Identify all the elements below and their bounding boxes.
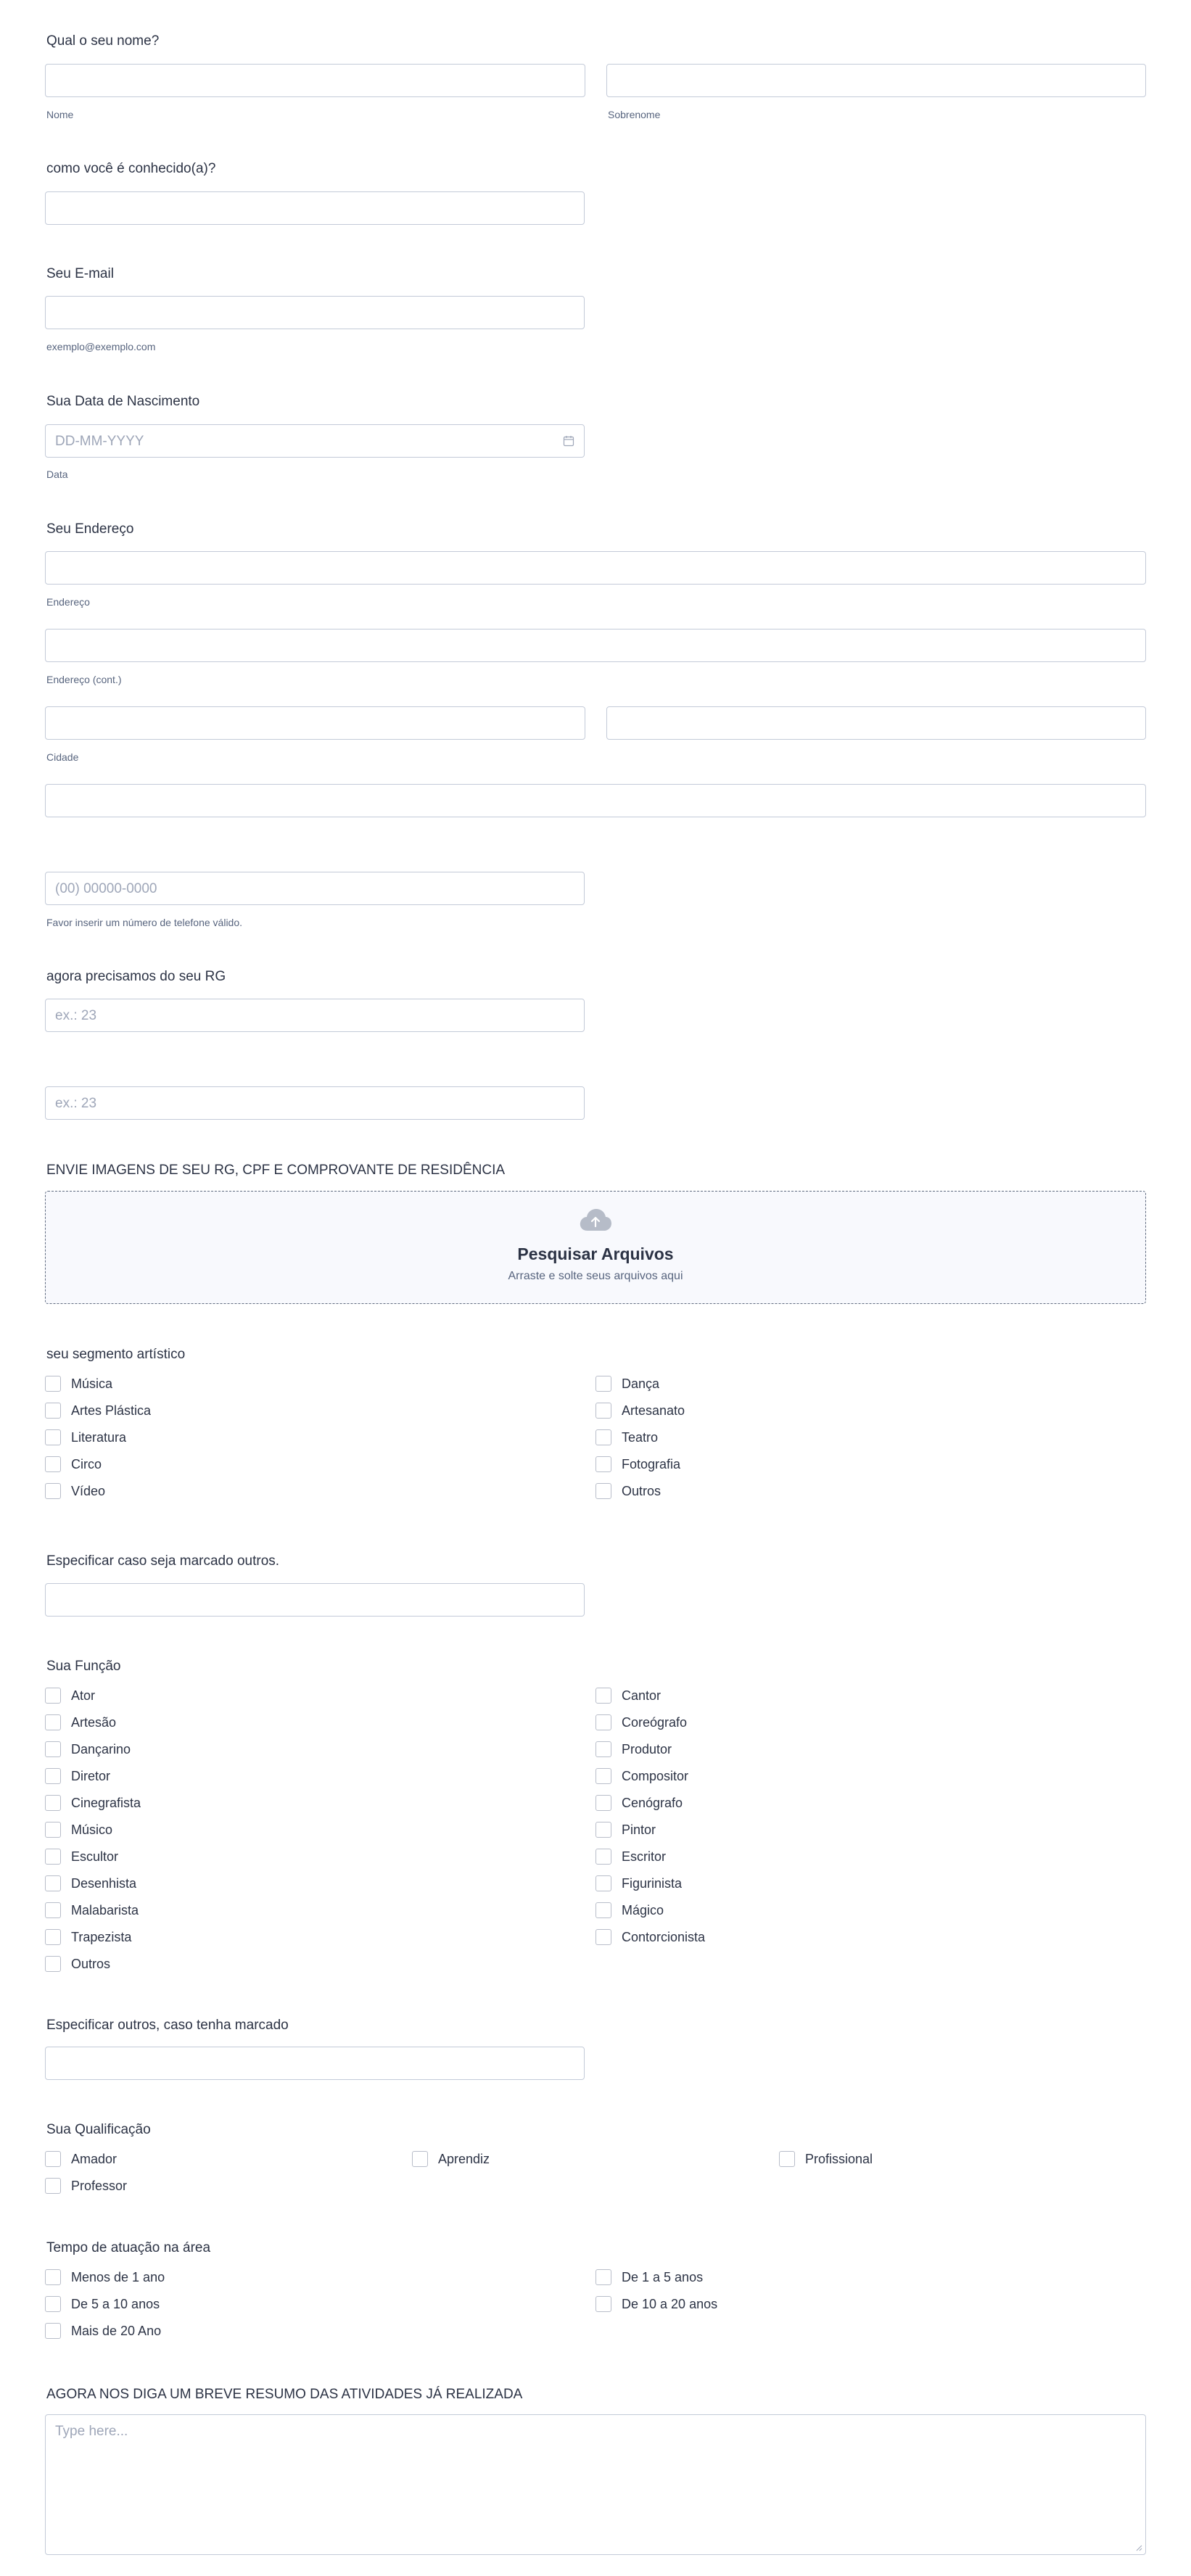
qualification-question: Sua Qualificação: [46, 2122, 151, 2137]
address-question: Seu Endereço: [46, 521, 134, 537]
summary-placeholder: Type here...: [55, 2424, 128, 2439]
resize-handle-icon[interactable]: [1135, 2544, 1142, 2551]
state-input[interactable]: [606, 706, 1146, 740]
function-option-label: Compositor: [622, 1768, 689, 1783]
function-option[interactable]: [596, 1713, 687, 1732]
function-option[interactable]: [596, 1847, 666, 1866]
rg-question: agora precisamos do seu RG: [46, 969, 226, 984]
checkbox[interactable]: [596, 1403, 611, 1419]
function-option-label: Coreógrafo: [622, 1714, 688, 1730]
upload-title: Pesquisar Arquivos: [517, 1244, 674, 1263]
address-line1-input[interactable]: [45, 551, 1146, 585]
checkbox[interactable]: [45, 1741, 61, 1757]
segment-option[interactable]: [45, 1455, 102, 1474]
segment-option-label: Vídeo: [71, 1483, 106, 1498]
function-option-label: Diretor: [71, 1768, 111, 1783]
phone-placeholder: (00) 00000-0000: [55, 881, 157, 896]
city-input[interactable]: [45, 706, 585, 740]
checkbox[interactable]: [45, 1929, 61, 1945]
upload-hint: Arraste e solte seus arquivos aqui: [508, 1270, 683, 1282]
function-option[interactable]: [45, 1874, 136, 1893]
summary-question: AGORA NOS DIGA UM BREVE RESUMO DAS ATIVIDADES JÁ REALIZADA: [46, 2387, 523, 2402]
function-option[interactable]: [45, 1954, 110, 1973]
checkbox[interactable]: [45, 1902, 61, 1918]
function-option[interactable]: [45, 1928, 131, 1947]
checkbox[interactable]: [596, 2296, 611, 2312]
function-option-label: Escultor: [71, 1849, 119, 1864]
birth-date-sublabel: Data: [46, 468, 68, 480]
checkbox[interactable]: [45, 2151, 61, 2167]
cloud-upload-icon: [579, 1208, 612, 1232]
segment-option[interactable]: [45, 1374, 112, 1393]
checkbox[interactable]: [45, 2296, 61, 2312]
function-option[interactable]: [596, 1901, 664, 1920]
checkbox[interactable]: [45, 1714, 61, 1730]
function-option-label: Músico: [71, 1822, 113, 1837]
qualification-option-label: Profissional: [805, 2151, 873, 2166]
function-option-label: Dançarino: [71, 1741, 131, 1756]
phone-input[interactable]: [45, 872, 585, 905]
function-option-label: Figurinista: [622, 1875, 683, 1891]
segment-option[interactable]: [596, 1482, 661, 1500]
address-line1-sublabel: Endereço: [46, 596, 90, 608]
function-option-label: Desenhista: [71, 1875, 137, 1891]
function-option[interactable]: [45, 1713, 116, 1732]
experience-option-label: De 1 a 5 anos: [622, 2269, 704, 2284]
known-as-input[interactable]: [45, 191, 585, 225]
qualification-option[interactable]: [45, 2150, 117, 2168]
first-name-sublabel: Nome: [46, 109, 74, 120]
experience-question: Tempo de atuação na área: [46, 2240, 211, 2255]
name-question: Qual o seu nome?: [46, 33, 160, 49]
function-other-input[interactable]: [45, 2047, 585, 2080]
function-option-label: Cenógrafo: [622, 1795, 683, 1810]
experience-option-label: Mais de 20 Ano: [71, 2323, 162, 2338]
segment-option[interactable]: [45, 1482, 105, 1500]
checkbox[interactable]: [45, 1456, 61, 1472]
checkbox[interactable]: [596, 1929, 611, 1945]
function-option[interactable]: [596, 1686, 661, 1705]
checkbox[interactable]: [45, 1376, 61, 1392]
segment-option-label: Circo: [71, 1456, 102, 1471]
email-sublabel: exemplo@exemplo.com: [46, 341, 156, 352]
function-option[interactable]: [596, 1740, 672, 1759]
function-option[interactable]: [596, 1928, 705, 1947]
function-option[interactable]: [45, 1793, 141, 1812]
function-option-label: Pintor: [622, 1822, 656, 1837]
segment-option-label: Artes Plástica: [71, 1403, 152, 1418]
checkbox[interactable]: [596, 1714, 611, 1730]
address-line2-sublabel: Endereço (cont.): [46, 674, 122, 685]
checkbox[interactable]: [45, 2269, 61, 2285]
experience-option[interactable]: [45, 2268, 165, 2287]
segment-option-label: Artesanato: [622, 1403, 685, 1418]
function-option[interactable]: [596, 1820, 656, 1839]
checkbox[interactable]: [45, 1429, 61, 1445]
email-question: Seu E-mail: [46, 266, 114, 281]
checkbox[interactable]: [596, 1741, 611, 1757]
cpf-placeholder: ex.: 23: [55, 1096, 97, 1111]
segment-option-label: Literatura: [71, 1429, 127, 1445]
segment-question: seu segmento artístico: [46, 1347, 186, 1362]
zip-input[interactable]: [45, 784, 1146, 817]
checkbox[interactable]: [596, 1849, 611, 1865]
function-option[interactable]: [596, 1767, 688, 1786]
checkbox[interactable]: [596, 1822, 611, 1838]
segment-option[interactable]: [45, 1428, 126, 1447]
phone-sublabel: Favor inserir um número de telefone válido.: [46, 917, 243, 928]
segment-option-label: Fotografia: [622, 1456, 681, 1471]
function-option[interactable]: [45, 1686, 95, 1705]
function-option-label: Outros: [71, 1956, 111, 1971]
email-input[interactable]: [45, 296, 585, 329]
segment-option[interactable]: [596, 1401, 685, 1420]
segment-option[interactable]: [596, 1428, 658, 1447]
function-option-label: Ator: [71, 1688, 96, 1703]
rg-placeholder: ex.: 23: [55, 1008, 97, 1023]
qualification-option[interactable]: [45, 2176, 127, 2195]
checkbox[interactable]: [45, 1849, 61, 1865]
experience-option[interactable]: [45, 2295, 160, 2313]
checkbox[interactable]: [45, 2323, 61, 2339]
cpf-input[interactable]: [45, 1086, 585, 1120]
function-option-label: Cantor: [622, 1688, 662, 1703]
checkbox[interactable]: [596, 1456, 611, 1472]
qualification-option-label: Amador: [71, 2151, 118, 2166]
last-name-input[interactable]: [606, 64, 1146, 97]
segment-option-label: Dança: [622, 1376, 660, 1391]
checkbox[interactable]: [596, 1429, 611, 1445]
experience-option-label: Menos de 1 ano: [71, 2269, 165, 2284]
function-option-label: Mágico: [622, 1902, 664, 1917]
experience-option[interactable]: [45, 2321, 161, 2340]
checkbox[interactable]: [596, 1768, 611, 1784]
function-option[interactable]: [45, 1767, 110, 1786]
qualification-option-label: Professor: [71, 2178, 128, 2193]
segment-option-label: Teatro: [622, 1429, 659, 1445]
function-question: Sua Função: [46, 1659, 121, 1674]
upload-question: ENVIE IMAGENS DE SEU RG, CPF E COMPROVANTE DE RESIDÊNCIA: [46, 1163, 506, 1178]
file-upload-dropzone[interactable]: [45, 1191, 1146, 1304]
checkbox[interactable]: [45, 1822, 61, 1838]
function-option[interactable]: [45, 1820, 112, 1839]
known-as-question: como você é conhecido(a)?: [46, 161, 216, 176]
experience-option-label: De 5 a 10 anos: [71, 2296, 160, 2311]
checkbox[interactable]: [45, 1956, 61, 1972]
segment-option[interactable]: [45, 1401, 151, 1420]
checkbox[interactable]: [412, 2151, 428, 2167]
function-option[interactable]: [596, 1874, 682, 1893]
first-name-input[interactable]: [45, 64, 585, 97]
checkbox[interactable]: [596, 1875, 611, 1891]
function-option-label: Artesão: [71, 1714, 117, 1730]
checkbox[interactable]: [45, 1795, 61, 1811]
function-option-label: Produtor: [622, 1741, 672, 1756]
segment-other-question: Especificar caso seja marcado outros.: [46, 1553, 280, 1569]
checkbox[interactable]: [45, 1768, 61, 1784]
checkbox[interactable]: [779, 2151, 795, 2167]
function-option-label: Contorcionista: [622, 1929, 706, 1944]
segment-option[interactable]: [596, 1374, 659, 1393]
qualification-option[interactable]: [412, 2150, 490, 2168]
rg-input[interactable]: [45, 999, 585, 1032]
function-option[interactable]: [45, 1740, 131, 1759]
checkbox[interactable]: [596, 1376, 611, 1392]
function-option-label: Trapezista: [71, 1929, 132, 1944]
checkbox[interactable]: [45, 1875, 61, 1891]
experience-option[interactable]: [596, 2268, 703, 2287]
calendar-icon[interactable]: [563, 435, 574, 447]
address-line2-input[interactable]: [45, 629, 1146, 662]
function-option[interactable]: [596, 1793, 683, 1812]
birth-date-placeholder: DD-MM-YYYY: [55, 434, 144, 449]
birth-question: Sua Data de Nascimento: [46, 394, 200, 409]
checkbox[interactable]: [45, 1403, 61, 1419]
checkbox[interactable]: [596, 1688, 611, 1704]
checkbox[interactable]: [596, 2269, 611, 2285]
city-sublabel: Cidade: [46, 751, 79, 763]
experience-option-label: De 10 a 20 anos: [622, 2296, 718, 2311]
experience-option[interactable]: [596, 2295, 717, 2313]
segment-option-label: Música: [71, 1376, 113, 1391]
checkbox[interactable]: [596, 1795, 611, 1811]
checkbox[interactable]: [45, 1688, 61, 1704]
birth-date-input[interactable]: [45, 424, 585, 458]
segment-option[interactable]: [596, 1455, 680, 1474]
last-name-sublabel: Sobrenome: [608, 109, 661, 120]
function-option-label: Cinegrafista: [71, 1795, 141, 1810]
function-option-label: Malabarista: [71, 1902, 139, 1917]
qualification-option-label: Aprendiz: [438, 2151, 490, 2166]
qualification-option[interactable]: [779, 2150, 873, 2168]
checkbox[interactable]: [596, 1483, 611, 1499]
function-other-question: Especificar outros, caso tenha marcado: [46, 2018, 289, 2033]
function-option[interactable]: [45, 1901, 139, 1920]
function-option[interactable]: [45, 1847, 118, 1866]
checkbox[interactable]: [45, 2178, 61, 2194]
checkbox[interactable]: [596, 1902, 611, 1918]
segment-option-label: Outros: [622, 1483, 662, 1498]
function-option-label: Escritor: [622, 1849, 667, 1864]
segment-other-input[interactable]: [45, 1583, 585, 1617]
summary-textarea[interactable]: [45, 2414, 1146, 2555]
checkbox[interactable]: [45, 1483, 61, 1499]
